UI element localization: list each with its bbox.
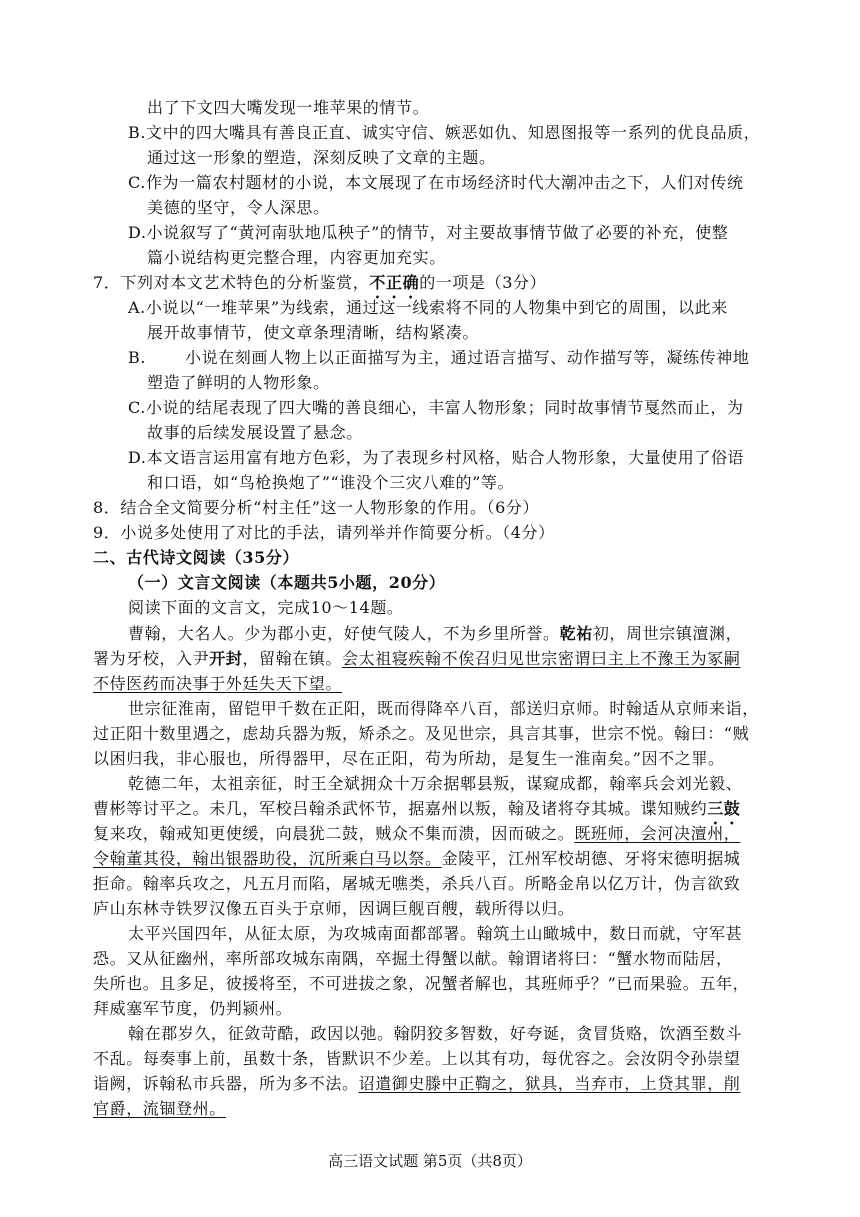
passage-p2-line2: 过正阳十数里遇之，虑劫兵器为叛，矫杀之。及见世宗，具言其事，世宗不悦。翰曰：“贼 xyxy=(93,724,750,743)
p1-underlined-sentence: 会太祖寝疾翰不俟召归见世宗密谓曰主上不豫王为冢嗣 xyxy=(342,649,741,668)
q6-option-c-line1: C.作为一篇农村题材的小说，本文展现了在市场经济时代大潮冲击之下，人们对传统 xyxy=(128,173,744,192)
p1-bold-qianyou: 乾祐 xyxy=(559,624,593,643)
passage-p3-line5: 拒命。翰率兵攻之，凡五月而陷，屠城无噍类，杀兵八百。所略金帛以亿万计，伪言欲致 xyxy=(93,874,741,893)
passage-p4-line1: 太平兴国四年，从征太原，为攻城南面都部署。翰筑土山瞰城中，数日而就，守军甚 xyxy=(128,924,743,943)
p1-bold-kaifeng: 开封 xyxy=(209,649,243,668)
instruction: 阅读下面的文言文，完成10～14题。 xyxy=(128,598,404,617)
subsection-heading: （一）文言文阅读（本题共5小题，20分） xyxy=(128,573,446,592)
q7-option-a-line2: 展开故事情节，使文章条理清晰，结构紧凑。 xyxy=(147,323,480,342)
passage-p5-line4: 官爵，流锢登州。 xyxy=(93,1099,226,1118)
p3-text: 曹彬等讨平之。未几，军校吕翰杀武怀节，据嘉州以叛，翰及诸将夺其城。谍知贼约 xyxy=(93,799,708,818)
section-heading: 二、古代诗文阅读（35分） xyxy=(93,548,300,567)
q7-option-c-line2: 故事的后续发展设置了悬念。 xyxy=(147,423,363,442)
q6-a-tail: 出了下文四大嘴发现一堆苹果的情节。 xyxy=(147,98,430,117)
passage-p5-line3 xyxy=(93,1072,740,1096)
page-footer: 高三语文试题 第5页（共8页） xyxy=(328,1152,532,1170)
q6-option-d-line1: D.小说叙写了“黄河南驮地瓜秧子”的情节，对主要故事情节做了必要的补充，使整 xyxy=(128,223,729,242)
passage-p1-line3: 不侍医药而决事于外廷失天下望。 xyxy=(93,674,343,693)
q7-stem-post: 的一项是（3分） xyxy=(419,273,547,292)
q7-option-c-line1: C.小说的结尾表现了四大嘴的善良细心，丰富人物形象；同时故事情节戛然而止，为 xyxy=(128,398,744,417)
q6-option-b-line2: 通过这一形象的塑造，深刻反映了文章的主题。 xyxy=(147,148,496,167)
p3-emphasis-sangu: 三鼓 xyxy=(707,799,741,818)
p3-text: 复来攻，翰戒知更使缓，向晨犹二鼓，贼众不集而溃，因而破之。 xyxy=(93,824,575,843)
p3-text: 金陵平，江州军校胡德、牙将宋德明据城 xyxy=(441,849,741,868)
p1-text: 初，周世宗镇澶渊， xyxy=(592,624,743,643)
q9-stem: 9．小说多处使用了对比的手法，请列举并作简要分析。（4分） xyxy=(93,523,555,542)
p3-underlined-sentence: 令翰董其役，翰出银器助役，沉所乘白马以祭。 xyxy=(93,849,442,868)
q7-option-d-line2: 和口语，如“鸟枪换炮了”“谁没个三灾八难的”等。 xyxy=(147,473,515,492)
q7-option-b-line1: 小说在刻画人物上以正面描写为主，通过语言描写、动作描写等，凝练传神地 xyxy=(185,348,750,367)
q6-option-d-line2: 篇小说结构更完整合理，内容更加充实。 xyxy=(147,248,446,267)
passage-p3-line4 xyxy=(93,847,740,871)
q7-stem-emphasis: 不正确 xyxy=(369,273,420,292)
passage-p2-line3: 以困归我，非心服也，所得器甲，尽在正阳，苟为所劫，是复生一淮南矣。”因不之罪。 xyxy=(93,749,725,768)
passage-p2-line1: 世宗征淮南，留铠甲千数在正阳，既而得降卒八百，部送归京师。时翰适从京师来诣， xyxy=(128,699,759,718)
q7-option-a-line1: A.小说以“一堆苹果”为线索，通过这一线索将不同的人物集中到它的周围，以此来 xyxy=(128,298,728,317)
passage-p1-line1 xyxy=(128,622,742,646)
p1-text: ，留翰在镇。 xyxy=(242,649,343,668)
passage-p5-line2: 不乱。每奏事上前，虽数十条，皆默识不少差。上以其有功，每优容之。会汝阴令孙崇望 xyxy=(93,1049,741,1068)
passage-p3-line1: 乾德二年，太祖亲征，时王全斌拥众十万余据郫县叛，谋窥成都，翰率兵会刘光毅、 xyxy=(128,774,743,793)
q7-stem-pre: 7．下列对本文艺术特色的分析鉴赏， xyxy=(93,273,370,292)
passage-p4-line4: 拜威塞军节度，仍判颍州。 xyxy=(93,999,293,1018)
q8-stem: 8．结合全文简要分析“村主任”这一人物形象的作用。（6分） xyxy=(93,498,540,517)
passage-p3-line6: 庐山东林寺铁罗汉像五百头于京师，因调巨舰百艘，载所得以归。 xyxy=(93,899,575,918)
q6-option-b-line1: B.文中的四大嘴具有善良正直、诚实守信、嫉恶如仇、知恩图报等一系列的优良品质， xyxy=(128,123,761,142)
q7-option-d-line1: D.本文语言运用富有地方色彩，为了表现乡村风格，贴合人物形象，大量使用了俗语 xyxy=(128,448,745,467)
p5-text: 诣阙，诉翰私市兵器，所为多不法。 xyxy=(93,1074,359,1093)
passage-p5-line1: 翰在郡岁久，征敛苛酷，政因以弛。翰阴狡多智数，好夸诞，贪冒货赂，饮酒至数斗 xyxy=(128,1024,743,1043)
passage-p4-line2: 恐。又从征幽州，率所部攻城东南隅，卒掘土得蟹以献。翰谓诸将曰：“蟹水物而陆居， xyxy=(93,949,733,968)
p1-text: 署为牙校，入尹 xyxy=(93,649,210,668)
passage-p3-line3 xyxy=(93,822,740,846)
passage-p1-line2 xyxy=(93,647,740,671)
p5-underlined-sentence: 诏遣御史滕中正鞫之，狱具，当弃市，上贷其罪，削 xyxy=(358,1074,741,1093)
q6-option-c-line2: 美德的坚守，令人深思。 xyxy=(147,198,330,217)
p1-text: 曹翰，大名人。少为郡小吏，好使气陵人，不为乡里所誉。 xyxy=(128,624,560,643)
p3-underlined-sentence: 既班师，会河决澶州， xyxy=(574,824,741,843)
q7-option-b-line2: 塑造了鲜明的人物形象。 xyxy=(147,373,330,392)
passage-p4-line3: 失所也。且多足，彼援将至，不可进拔之象，况蟹者解也，其班师乎？”已而果验。五年， xyxy=(93,974,750,993)
q7-option-b-label: B. xyxy=(128,348,147,367)
